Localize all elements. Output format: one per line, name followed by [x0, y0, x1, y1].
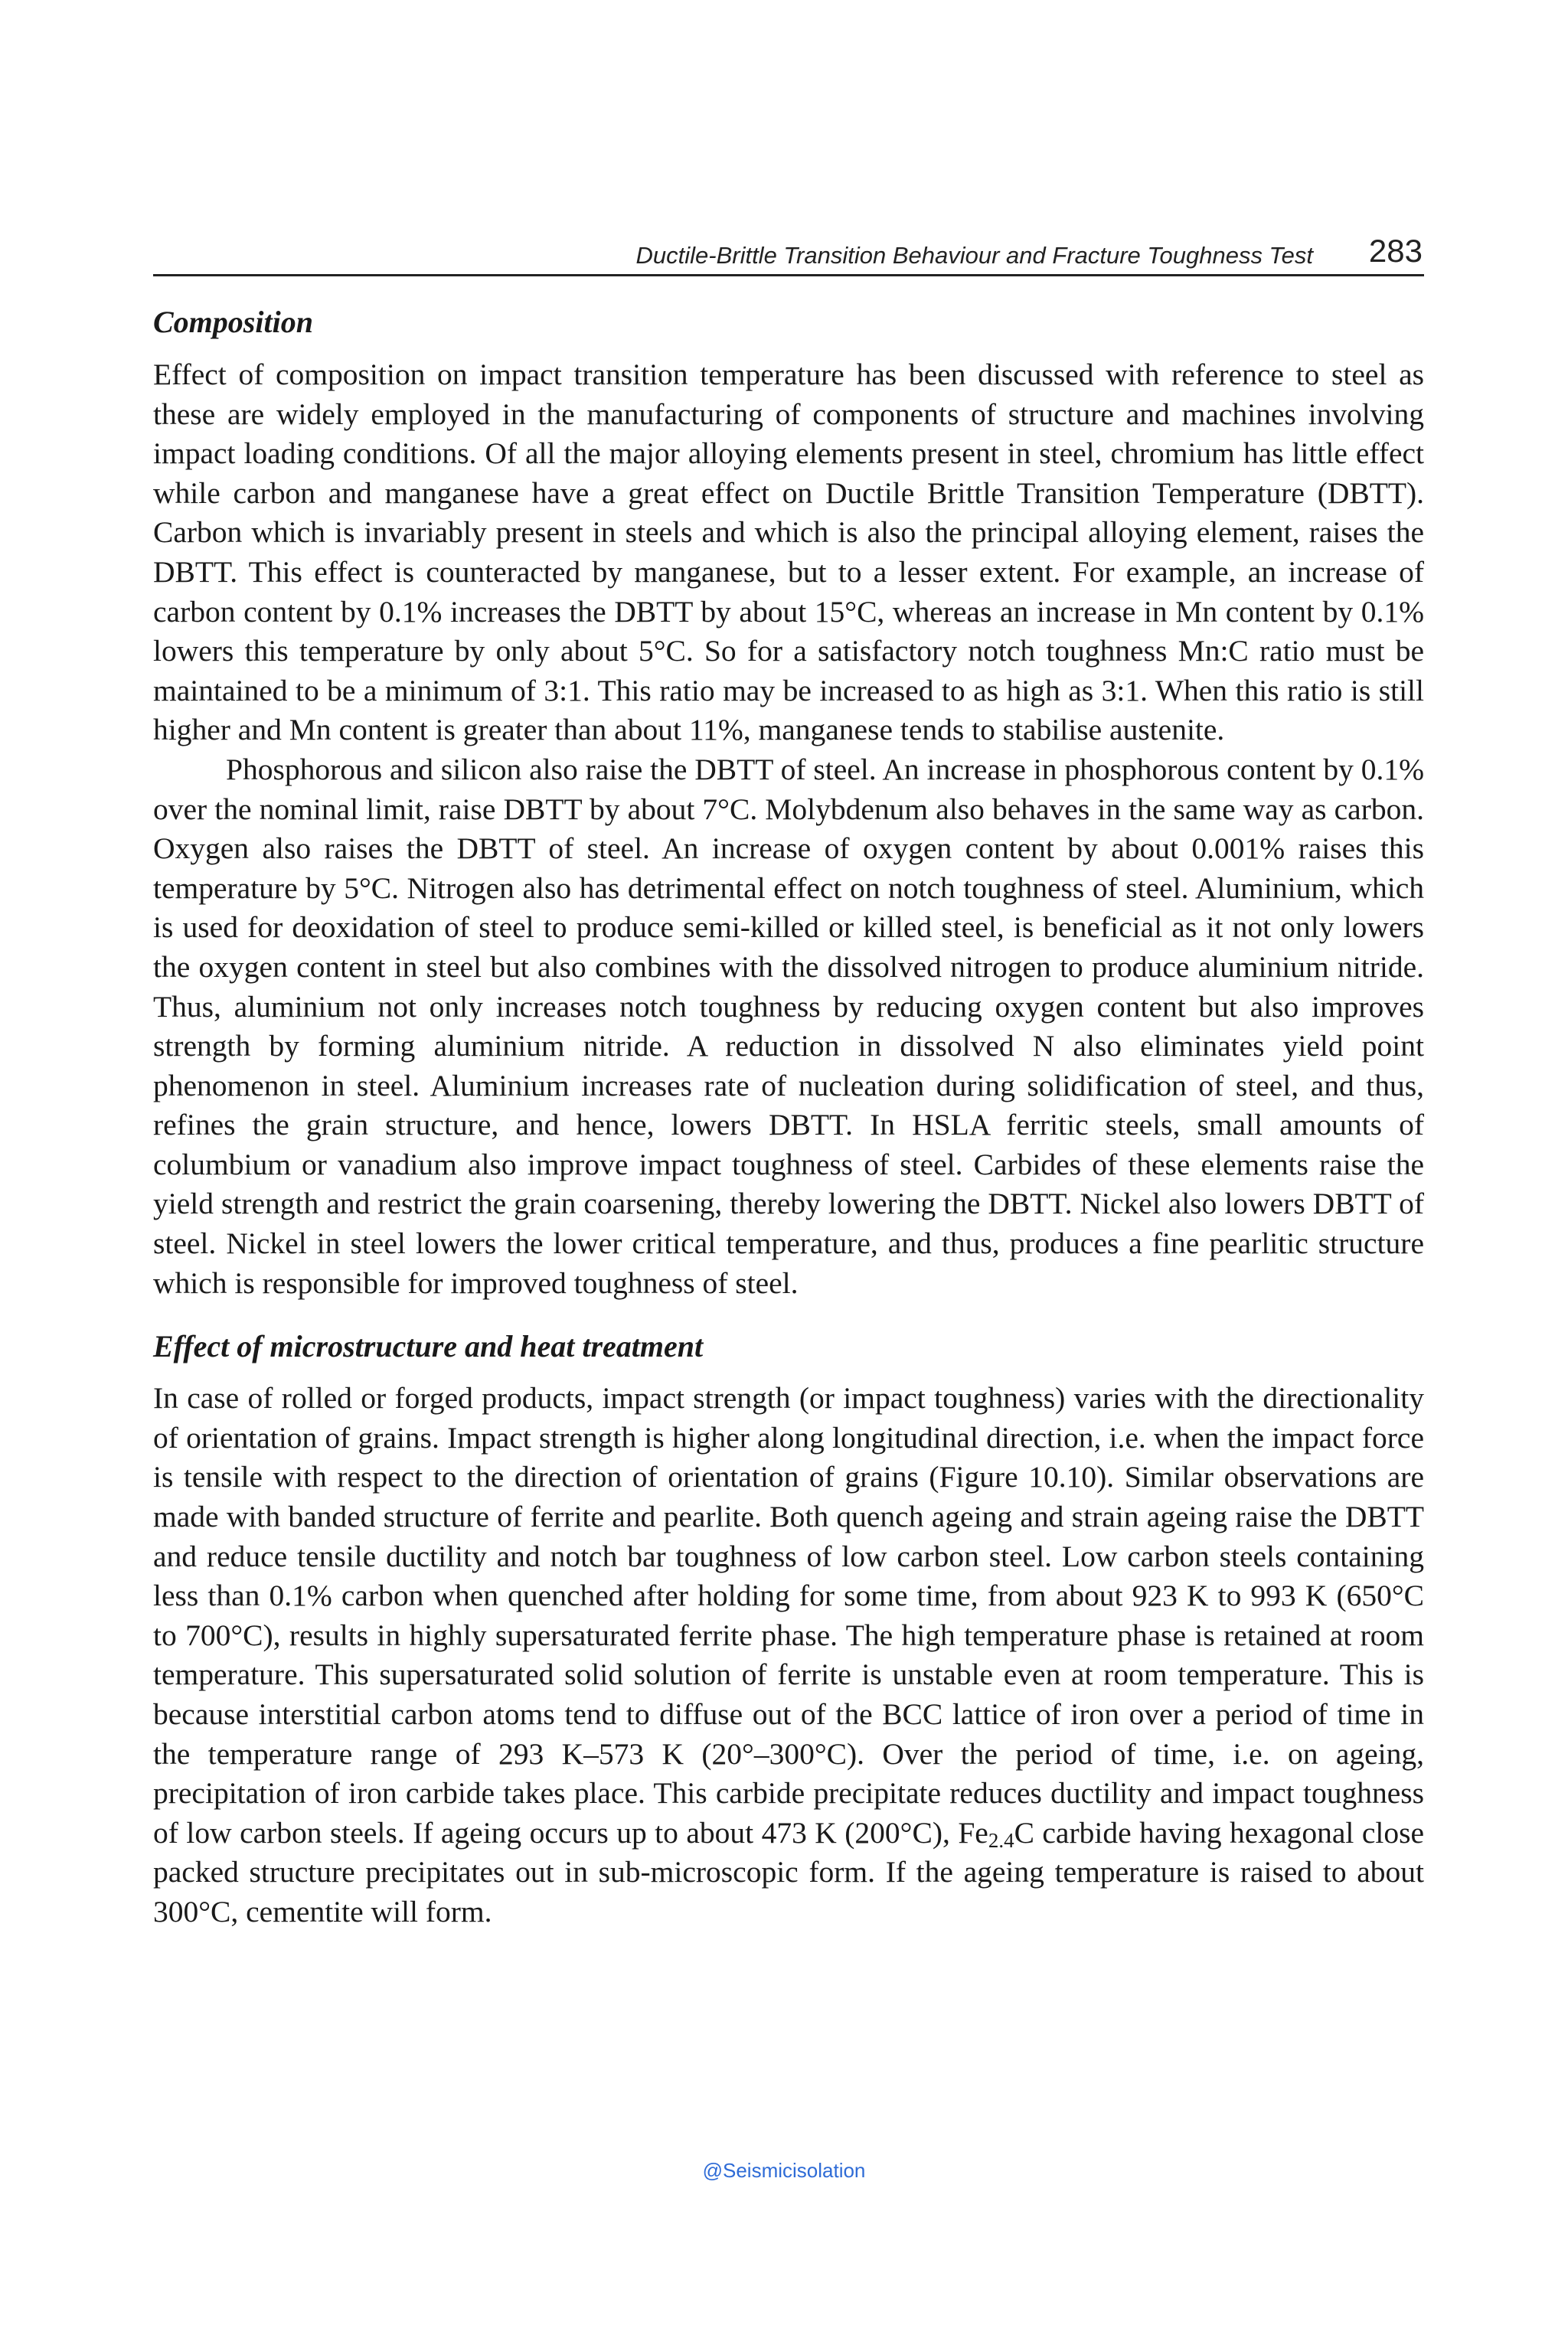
paragraph-composition-1: Effect of composition on impact transition temperature has been discussed with reference to steel as these are widely employed in the manufacturing of components of structure and machines involving impact loading conditions. Of all the major alloying elements present in steel, chromium has little effect while carbon and manganese have a great effect on Ductile Brittle Transition Temperature (DBTT). Carbon which is invariably present in steels and which is also the principal alloying element, raises the DBTT. This effect is counteracted by manganese, but to a lesser extent. For example, an increase of carbon content by 0.1% increases the DBTT by about 15°C, whereas an increase in Mn content by 0.1% lowers this temperature by only about 5°C. So for a satisfactory notch toughness Mn:C ratio must be maintained to be a minimum of 3:1. This ratio may be increased to as high as 3:1. When this ratio is still higher and Mn content is greater than about 11%, manganese tends to stabilise austenite.	[153, 358, 1424, 747]
running-title: Ductile-Brittle Transition Behaviour and Fracture Toughness Test	[635, 242, 1313, 269]
formula-subscript: 2.4	[988, 1828, 1014, 1852]
paragraph-microstructure-tail: C carbide having hexagonal close packed structure precipitates out in sub-microscopic form. If the ageing temperature is raised to about 300°C, cementite will form.	[153, 1815, 1424, 1928]
section-heading-microstructure: Effect of microstructure and heat treatment	[153, 1329, 704, 1364]
paragraph-microstructure	[153, 1379, 1424, 1932]
watermark: @Seismicisolation	[702, 2159, 866, 2182]
running-header	[153, 230, 1424, 276]
page-body	[153, 302, 1424, 1932]
section-heading-composition: Composition	[153, 305, 313, 339]
page-number: 283	[1368, 233, 1423, 269]
paragraph-composition-2: Phosphorous and silicon also raise the DBTT of steel. An increase in phosphorous content by 0.1% over the nominal limit, raise DBTT by about 7°C. Molybdenum also behaves in the same way as carbon. Oxygen also raises the DBTT of steel. An increase of oxygen content by about 0.001% raises this temperature by 5°C. Nitrogen also has detrimental effect on notch toughness of steel. Aluminium, which is used for deoxidation of steel to produce semi-killed or killed steel, is beneficial as it not only lowers the oxygen content in steel but also combines with the dissolved nitrogen to produce aluminium nitride. Thus, aluminium not only increases notch toughness by reducing oxygen content but also improves strength by forming aluminium nitride. A reduction in dissolved N also eliminates yield point phenomenon in steel. Aluminium increases rate of nucleation during solidification of steel, and thus, refines the grain structure, and hence, lowers DBTT. In HSLA ferritic steels, small amounts of columbium or vanadium also improve impact toughness of steel. Carbides of these elements raise the yield strength and restrict the grain coarsening, thereby lowering the DBTT. Nickel also lowers DBTT of steel. Nickel in steel lowers the lower critical temperature, and thus, produces a fine pearlitic structure which is responsible for improved toughness of steel.	[153, 752, 1424, 1300]
paragraph-microstructure-main: In case of rolled or forged products, impact strength (or impact toughness) varies with the directionality of orientation of grains. Impact strength is higher along longitudinal direction, i.e. when the impact force is tensile with respect to the direction of orientation of grains (Figure 10.10). Similar observations are made with banded structure of ferrite and pearlite. Both quench ageing and strain ageing raise the DBTT and reduce tensile ductility and notch bar toughness of low carbon steel. Low carbon steels containing less than 0.1% carbon when quenched after holding for some time, from about 923 K to 993 K (650°C to 700°C), results in highly supersaturated ferrite phase. The high temperature phase is retained at room temperature. This supersaturated solid solution of ferrite is unstable even at room temperature. This is because interstitial carbon atoms tend to diffuse out of the BCC lattice of iron over a period of time in the temperature range of 293 K–573 K (20°–300°C). Over the period of time, i.e. on ageing, precipitation of iron carbide takes place. This carbide precipitate reduces ductility and impact toughness of low carbon steels. If ageing occurs up to about 473 K (200°C), Fe	[153, 1381, 1424, 1850]
